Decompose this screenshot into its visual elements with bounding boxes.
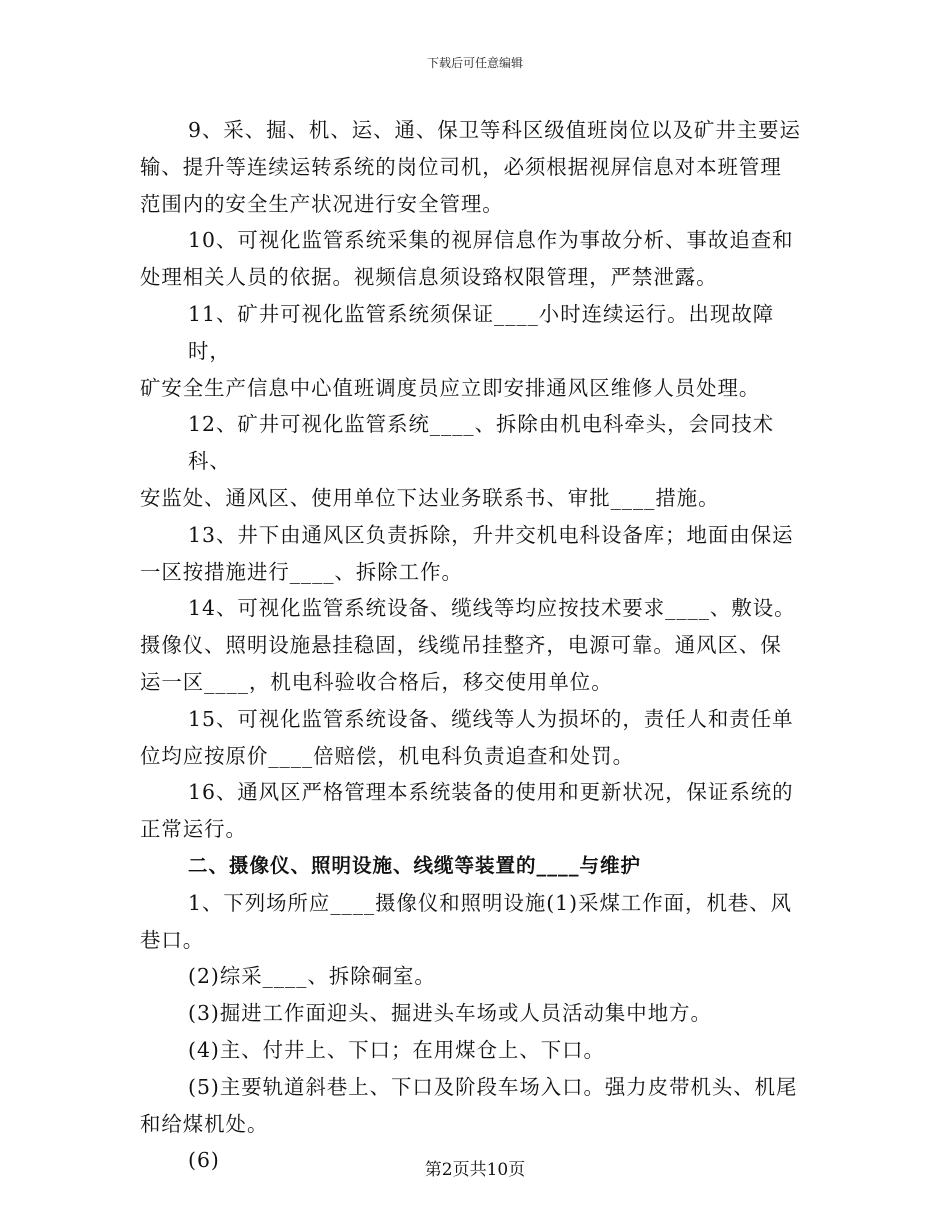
paragraph-line: 10、可视化监管系统采集的视屏信息作为事故分析、事故追查和 [188, 228, 794, 253]
paragraph [140, 885, 812, 959]
paragraph-line: 摄像仪、照明设施悬挂稳固，线缆吊挂整齐，电源可靠。通风区、保 [140, 633, 782, 658]
paragraph-line: 正常运行。 [140, 817, 247, 842]
paragraph-line: 巷口。 [140, 927, 205, 952]
paragraph [140, 701, 812, 775]
paragraph [140, 517, 812, 591]
paragraph-line: 矿安全生产信息中心值班调度员应立即安排通风区维修人员处理。 [140, 375, 761, 400]
page-header-note: 下载后可任意编辑 [426, 56, 523, 70]
paragraph [140, 296, 812, 406]
document-body [140, 112, 812, 1179]
paragraph-line: 输、提升等连续运转系统的岗位司机，必须根据视屏信息对本班管理 [140, 154, 782, 179]
paragraph-line: 位均应按原价____倍赔偿，机电科负责追查和处罚。 [140, 743, 634, 768]
paragraph-line: (4)主、付井上、下口；在用煤仓上、下口。 [188, 1037, 605, 1062]
paragraph [140, 112, 812, 222]
paragraph [140, 1032, 812, 1069]
paragraph [140, 406, 812, 516]
paragraph-line: 二、摄像仪、照明设施、线缆等装置的____与维护 [188, 853, 642, 877]
paragraph-line: 处理相关人员的依据。视频信息须设臵权限管理，严禁泄露。 [140, 265, 718, 290]
paragraph-line: 14、可视化监管系统设备、缆线等均应按技术要求____、敷设。 [188, 596, 796, 621]
paragraph [140, 958, 812, 995]
paragraph [140, 995, 812, 1032]
paragraph-line: 13、井下由通风区负责拆除，升井交机电科设备库；地面由保运 [188, 522, 794, 547]
paragraph-line: 安监处、通风区、使用单位下达业务联系书、审批____措施。 [140, 485, 720, 510]
paragraph-line: (5)主要轨道斜巷上、下口及阶段车场入口。强力皮带机头、机尾 [188, 1074, 798, 1099]
paragraph [140, 774, 812, 848]
paragraph-line: 1、下列场所应____摄像仪和照明设施(1)采煤工作面，机巷、风 [188, 890, 793, 915]
paragraph-line: 11、矿井可视化监管系统须保证____小时连续运行。出现故障时， [188, 301, 775, 363]
paragraph-line: 16、通风区严格管理本系统装备的使用和更新状况，保证系统的 [188, 780, 794, 805]
paragraph-line: 一区按措施进行____、拆除工作。 [140, 559, 463, 584]
paragraph-line: 12、矿井可视化监管系统____、拆除由机电科牵头，会同技术科、 [188, 412, 775, 474]
paragraph-line: (3)掘进工作面迎头、掘进头车场或人员活动集中地方。 [188, 1001, 712, 1026]
paragraph-line: 运一区____，机电科验收合格后，移交使用单位。 [140, 669, 613, 694]
page-number: 第2页共10页 [424, 1160, 526, 1180]
paragraph-line: (2)综采____、拆除硐室。 [188, 964, 436, 989]
paragraph-line: 和给煤机处。 [140, 1111, 269, 1136]
paragraph [140, 222, 812, 296]
paragraph-line: (6) [188, 1148, 220, 1173]
paragraph [140, 590, 812, 700]
paragraph-line: 15、可视化监管系统设备、缆线等人为损坏的，责任人和责任单 [188, 706, 794, 731]
paragraph [140, 1069, 812, 1143]
section-heading [140, 848, 812, 885]
paragraph-line: 范围内的安全生产状况进行安全管理。 [140, 191, 504, 216]
paragraph-line: 9、采、掘、机、运、通、保卫等科区级值班岗位以及矿井主要运 [188, 118, 801, 142]
